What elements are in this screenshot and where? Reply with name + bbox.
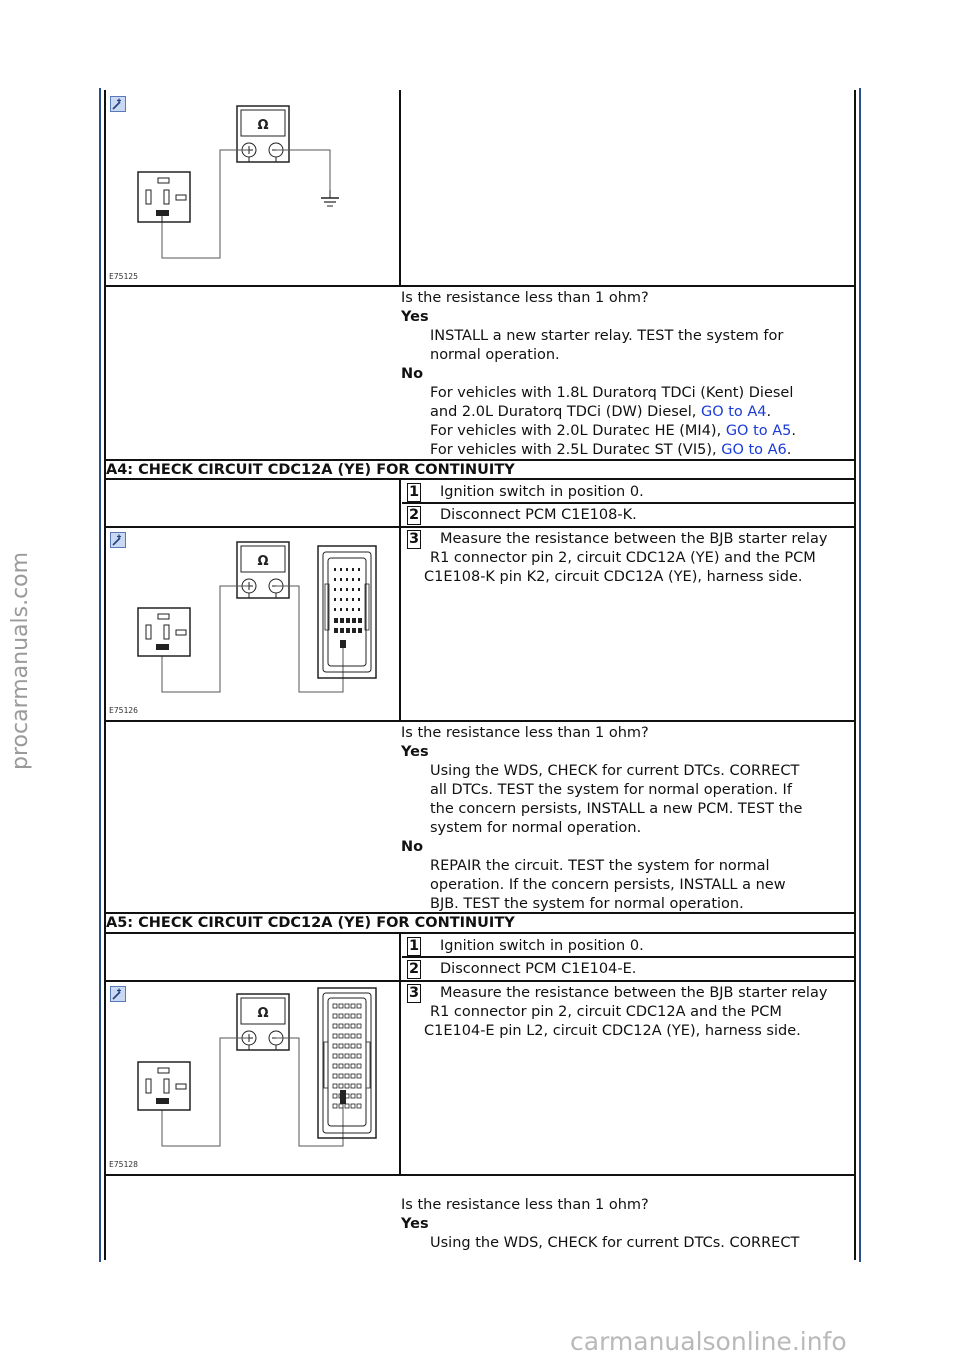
no-text-part: For vehicles with 2.0L Duratec HE (MI4), [430, 423, 726, 439]
step-number: 2 [408, 961, 420, 977]
column-divider [399, 90, 401, 285]
step-number: 1 [408, 938, 420, 954]
step-text: R1 connector pin 2, circuit CDC12A and the PCM [430, 1004, 782, 1020]
a5-result [401, 1196, 853, 1260]
yes-label: Yes [401, 309, 429, 325]
yes-text: system for normal operation. [430, 820, 642, 836]
go-to-a6-link[interactable]: GO to A6 [721, 442, 787, 458]
right-margin-rule [859, 88, 861, 1262]
a4-step-2 [407, 506, 847, 525]
step-number: 1 [408, 484, 420, 500]
no-text: BJB. TEST the system for normal operation. [430, 896, 744, 912]
figure-code: E75128 [109, 1160, 138, 1169]
no-text [401, 422, 853, 441]
side-watermark: procarmanuals.com [8, 551, 33, 770]
yes-text: INSTALL a new starter relay. TEST the system for [430, 328, 784, 344]
step-text: Disconnect PCM C1E108-K. [440, 507, 637, 523]
figure-code: E75125 [109, 272, 138, 281]
yes-text: all DTCs. TEST the system for normal operation. If [430, 782, 792, 798]
yes-text: Using the WDS, CHECK for current DTCs. CORRECT [430, 1235, 800, 1251]
ohm-symbol: Ω [257, 118, 269, 133]
yes-label: Yes [401, 1216, 429, 1232]
no-text [401, 403, 853, 422]
section-a5-title: A5: CHECK CIRCUIT CDC12A (YE) FOR CONTINUITY [106, 915, 515, 931]
yes-text: Using the WDS, CHECK for current DTCs. CORRECT [430, 763, 800, 779]
ohm-symbol: Ω [257, 554, 269, 569]
ohm-symbol: Ω [257, 1006, 269, 1021]
row-divider [402, 502, 856, 504]
row-divider [104, 459, 856, 461]
no-text: For vehicles with 1.8L Duratorq TDCi (Kent) Diesel [430, 385, 794, 401]
step-text: Measure the resistance between the BJB starter relay [440, 985, 828, 1001]
row-divider [104, 912, 856, 914]
multimeter-diagram [106, 92, 398, 284]
row-divider [104, 1174, 856, 1176]
yes-label: Yes [401, 744, 429, 760]
a3-result [401, 289, 853, 459]
bottom-watermark: carmanualsonline.info [570, 1327, 847, 1356]
result-question: Is the resistance less than 1 ohm? [401, 1197, 649, 1213]
result-question: Is the resistance less than 1 ohm? [401, 290, 649, 306]
step-number: 2 [408, 507, 420, 523]
no-text-part: For vehicles with 2.5L Duratec ST (VI5), [430, 442, 722, 458]
no-text-part: and 2.0L Duratorq TDCi (DW) Diesel, [430, 404, 701, 420]
no-label: No [401, 366, 424, 382]
figure-e75128 [106, 982, 398, 1172]
no-label: No [401, 839, 424, 855]
figure-code: E75126 [109, 706, 138, 715]
a5-step-2 [407, 960, 847, 979]
a4-step-3 [407, 530, 852, 590]
row-divider [104, 932, 856, 934]
step-text: Ignition switch in position 0. [440, 484, 644, 500]
yes-text: the concern persists, INSTALL a new PCM. TEST the [430, 801, 803, 817]
step-text: C1E108-K pin K2, circuit CDC12A (YE), harness side. [424, 569, 803, 585]
step-text: Ignition switch in position 0. [440, 938, 644, 954]
no-text: operation. If the concern persists, INSTALL a new [430, 877, 786, 893]
step-number: 3 [408, 531, 420, 547]
a4-step-1 [407, 483, 847, 502]
result-question: Is the resistance less than 1 ohm? [401, 725, 649, 741]
column-divider [399, 480, 401, 720]
step-number: 3 [408, 985, 420, 1001]
multimeter-pcm-diagram [106, 528, 398, 718]
row-divider [104, 720, 856, 722]
step-text: R1 connector pin 2, circuit CDC12A (YE) and the PCM [430, 550, 816, 566]
figure-e75125 [106, 92, 398, 284]
step-text: C1E104-E pin L2, circuit CDC12A (YE), harness side. [424, 1023, 801, 1039]
table-border-right [854, 90, 856, 1260]
yes-text: normal operation. [430, 347, 560, 363]
no-text: REPAIR the circuit. TEST the system for normal [430, 858, 770, 874]
period: . [766, 404, 772, 420]
step-text: Disconnect PCM C1E104-E. [440, 961, 637, 977]
figure-e75126 [106, 528, 398, 718]
a5-step-3 [407, 984, 852, 1044]
period: . [786, 442, 792, 458]
section-a4-title: A4: CHECK CIRCUIT CDC12A (YE) FOR CONTINUITY [106, 462, 515, 478]
multimeter-pcm-diagram [106, 982, 398, 1172]
go-to-a4-link[interactable]: GO to A4 [700, 404, 767, 420]
go-to-a5-link[interactable]: GO to A5 [725, 423, 792, 439]
procedure-table [104, 90, 856, 1260]
a5-step-1 [407, 937, 847, 956]
row-divider [104, 285, 856, 287]
no-text [401, 441, 853, 459]
row-divider [402, 956, 856, 958]
a4-result [401, 724, 853, 912]
step-text: Measure the resistance between the BJB starter relay [440, 531, 828, 547]
period: . [791, 423, 796, 439]
left-margin-rule [99, 88, 101, 1262]
column-divider [399, 934, 401, 1176]
